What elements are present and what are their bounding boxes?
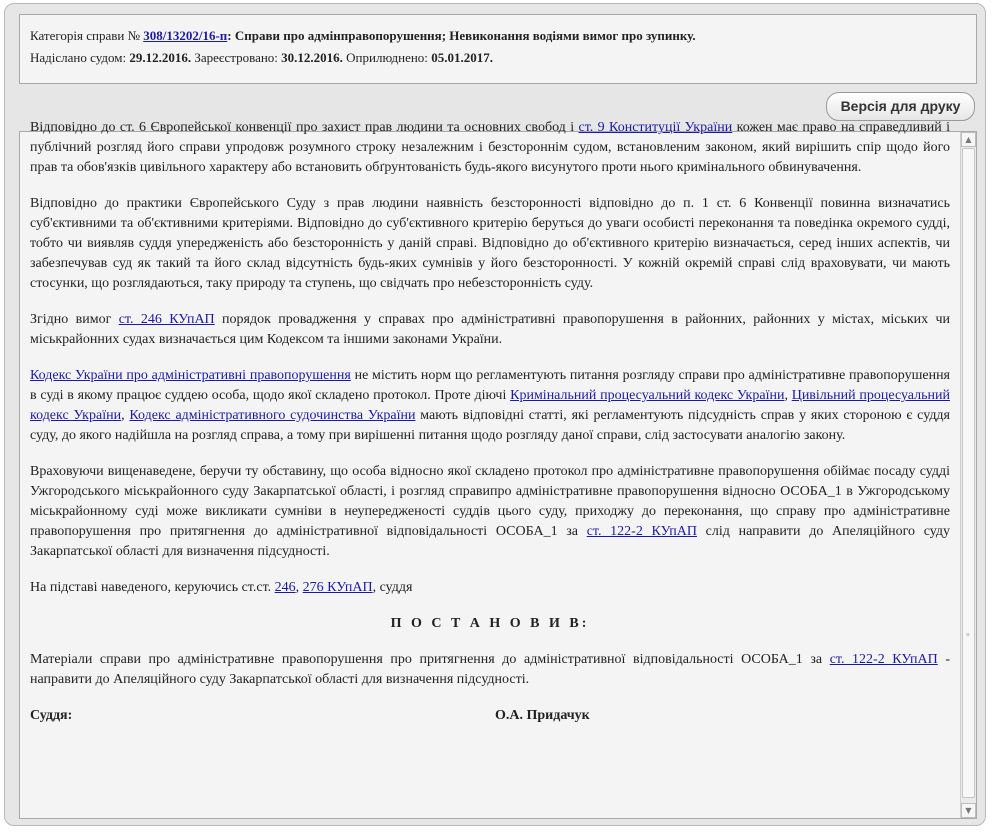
text: Матеріали справи про адміністративне правопорушення про притягнення до адміністративної відповідальності ОСОБА_1 за — [30, 652, 830, 667]
sent-date: 29.12.2016. — [129, 50, 192, 65]
kupap-122-2-link[interactable]: ст. 122-2 КУпАП — [586, 524, 697, 539]
text: , — [784, 388, 792, 403]
scrollbar-thumb[interactable] — [962, 148, 975, 798]
registered-label: Зареєстровано: — [194, 50, 278, 65]
document-viewport[interactable] — [19, 120, 977, 819]
print-version-button[interactable]: Версія для друку — [826, 92, 975, 121]
ruling-title: П О С Т А Н О В И В: — [390, 616, 590, 631]
text: , — [295, 580, 303, 595]
civil-procedure-code-link[interactable]: Цивільний процесуальний кодекс України — [30, 388, 950, 423]
case-header — [19, 14, 977, 84]
text: На підставі наведеного, керуючись ст.ст. — [30, 580, 275, 595]
case-category-line: Категорія справи № 308/13202/16-п: Справи про адмінправопорушення; Невиконання водіями вимог про зупинку. — [30, 28, 696, 43]
scroll-down-arrow-icon[interactable]: ▼ — [961, 803, 976, 818]
registered-date: 30.12.2016. — [281, 50, 343, 65]
paragraph-4 — [30, 366, 950, 446]
text: Відповідно до ст. 6 Європейської конвенції про захист прав людини та основних свобод і — [30, 120, 579, 135]
text: кожен має право на справедливий і публічний розгляд його справи упродовж розумного строку незалежним і безстороннім судом, встановленим законом, який вирішить спір щодо його прав та обов'язків цивільного характеру або встановить обґрунтованість будь-якого висунутого проти нього кримінального обвинувачення. — [30, 120, 951, 175]
vertical-scrollbar[interactable] — [960, 132, 976, 818]
paragraph-1 — [30, 118, 950, 178]
text: - направити до Апеляційного суду Закарпатської області для визначення підсудності. — [30, 652, 951, 687]
published-label: Оприлюднено: — [346, 50, 428, 65]
signature-row — [30, 706, 950, 726]
page-frame — [4, 3, 986, 826]
published-date: 05.01.2017. — [431, 50, 493, 65]
article-246-link[interactable]: 246 — [274, 580, 296, 595]
text: слід направити до Апеляційного суду Закарпатської області для визначення підсудності. — [30, 524, 950, 559]
paragraph-5 — [30, 462, 950, 562]
constitution-link[interactable]: ст. 9 Конституції України — [578, 120, 733, 135]
case-number-link[interactable]: 308/13202/16-п — [143, 28, 228, 43]
text: мають відповідні статті, які регламентують підсудність справ у яких стороною є суддя суду, до якого надійшла на розгляд справа, а тому при вирішенні питання щодо розгляду даної справи, слід застосувати аналогію закону. — [30, 408, 950, 443]
text: , — [121, 408, 130, 423]
text: Згідно вимог — [30, 312, 119, 327]
case-dates-line — [30, 47, 966, 69]
scroll-up-arrow-icon[interactable]: ▲ — [961, 132, 976, 147]
criminal-procedure-code-link[interactable]: Кримінальний процесуальний кодекс України — [510, 388, 785, 403]
administrative-court-code-link[interactable]: Кодекс адміністративного судочинства України — [129, 408, 416, 423]
document-body — [20, 118, 960, 726]
judge-label: Суддя: — [30, 708, 73, 723]
case-title: Справи про адмінправопорушення; Невиконання водіями вимог про зупинку. — [234, 28, 696, 43]
kupap-code-link[interactable]: Кодекс України про адміністративні правопорушення — [30, 368, 351, 383]
kupap-122-2-link-2[interactable]: ст. 122-2 КУпАП — [829, 652, 938, 667]
kupap-276-link[interactable]: 276 КУпАП — [302, 580, 373, 595]
judge-name: О.А. Придачук — [495, 708, 590, 723]
grip-icon: ≡ — [966, 631, 970, 639]
text: Враховуючи вищенаведене, беручи ту обставину, що особа відносно якої складено протокол про адміністративне правопорушення обіймає посаду судді Ужгородського міськрайонного суду Закарпатської області, і розгляд справипро адміністративне правопорушення відносно ОСОБА_1 в Ужгородському міськрайонному суді може викликати сумніви в неупередженості суддів цього суду, приходжу до переконання, що справу про адміністративне правопорушення про притягнення до адміністративної відповідальності ОСОБА_1 за — [30, 464, 950, 539]
text: не містить норм що регламентують питання розгляду справи про адміністративне правопорушення в суді в якому працює суддею особа, щодо якої складено протокол. Проте діючі — [30, 368, 951, 403]
sent-label: Надіслано судом: — [30, 50, 127, 65]
paragraph-7 — [30, 650, 950, 690]
kupap-246-link[interactable]: ст. 246 КУпАП — [118, 312, 215, 327]
paragraph-2: Відповідно до практики Європейського Суду з прав людини наявність безсторонності відповідно до п. 1 ст. 6 Конвенції повинна визначатись суб'єктивними та об'єктивними критеріями. Відповідно до суб'єктивного критерію беруться до уваги особисті переконання та поведінка окремого судді, тобто чи виявляв суддя упередженість або безсторонність у даній справі. Відповідно до об'єктивного критерію визначається, серед інших аспектів, чи забезпечував суд як такий та його склад відсутність будь-яких сумнівів у його безсторонності. У кожній окремій справі слід враховувати, чи мають стосунки, що розглядаються, таку природу та ступень, що свідчать про небезсторонність суду. — [30, 196, 950, 291]
text: , суддя — [372, 580, 413, 595]
text: порядок провадження у справах про адміністративні правопорушення в районних, районних у містах, міських чи міськрайонних судах визначається цим Кодексом та іншими законами України. — [30, 312, 951, 347]
paragraph-3 — [30, 310, 950, 350]
paragraph-6 — [30, 578, 950, 598]
category-label: Категорія справи № — [30, 28, 140, 43]
